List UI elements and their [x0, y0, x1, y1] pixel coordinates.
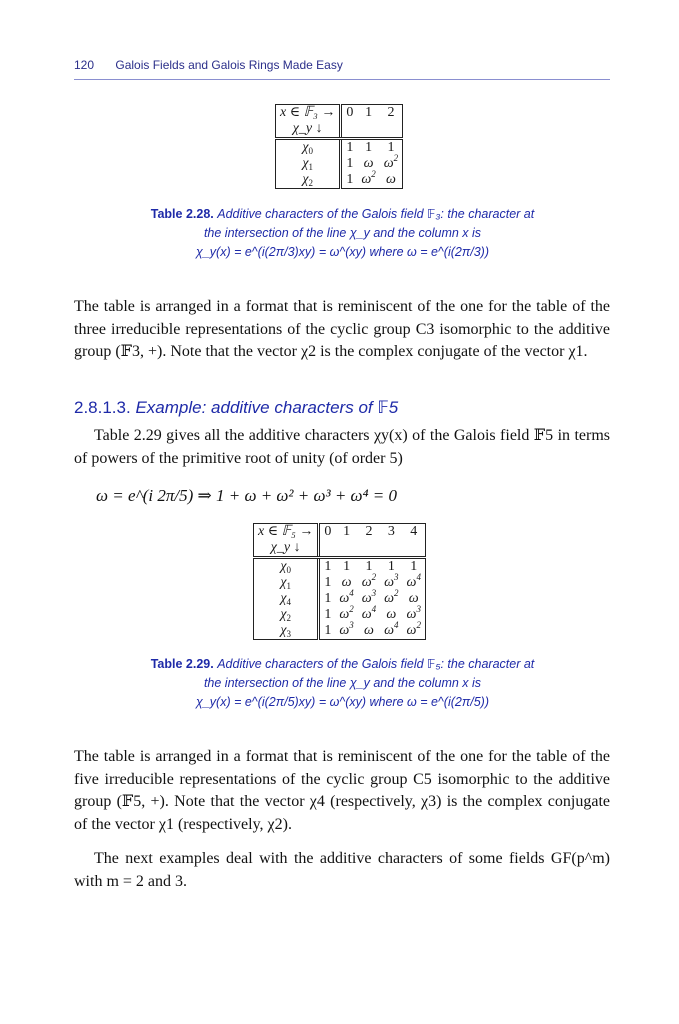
table-2-28-label: Table 2.28. [150, 207, 214, 221]
table-cell: $\omega^2$ [384, 588, 399, 606]
table-cell: 1 [387, 559, 395, 574]
paragraph-2 [74, 425, 610, 470]
caption-line-1: Additive characters of the Galois field 𝔽₃: the character at [217, 207, 535, 221]
header-spacer [403, 540, 426, 558]
header-spacer [380, 540, 402, 558]
table-cell: $\omega^4$ [339, 588, 354, 606]
row-label: $\chi_1$ [254, 575, 319, 591]
table-cell: ω [386, 607, 397, 622]
table-2-29-label: Table 2.29. [150, 657, 214, 671]
table-cell: 1 [341, 172, 358, 189]
table-cell: 1 [343, 559, 351, 574]
table-cell: ω [358, 623, 380, 640]
table-cell: 1 [319, 558, 336, 576]
header-spacer [335, 540, 357, 558]
caption-line-1: Additive characters of the Galois field 𝔽₅: the character at [217, 657, 535, 671]
table-cell: ω [380, 172, 403, 189]
table-cell: ω [403, 591, 426, 607]
header-spacer [341, 121, 358, 139]
table-cell: 1 [319, 623, 336, 640]
table-cell: 1 [319, 591, 336, 607]
column-header: 0 [341, 105, 358, 122]
table-cell: 1 [365, 140, 373, 155]
header-spacer [357, 121, 379, 139]
table-2-28-caption [90, 205, 595, 262]
caption-line-3: χ_y(x) = e^(i(2π/3)xy) = ω^(xy) where ω = e^(i(2π/3)) [196, 245, 489, 259]
column-header: 2 [380, 105, 403, 122]
display-formula [96, 486, 397, 506]
column-header-x: x ∈ 𝔽₅ → [254, 524, 319, 541]
table-cell: 1 [319, 607, 336, 623]
table-cell: 1 [380, 139, 403, 157]
column-header: 4 [403, 524, 426, 541]
paragraph-2-text: Table 2.29 gives all the additive characters χy(x) of the Galois field 𝔽5 in terms of powers of the primitive root of unity (of order 5) [74, 427, 610, 467]
column-header-x: x ∈ 𝔽₃ → [276, 105, 341, 122]
table-cell: 1 [341, 139, 358, 157]
paragraph-4-text: The next examples deal with the additive characters of some fields GF(p^m) with m = 2 and 3. [74, 850, 610, 890]
row-label: $\chi_2$ [254, 607, 319, 623]
table-cell: $\omega^2$ [361, 572, 377, 590]
section-heading [74, 398, 398, 418]
row-label: $\chi_1$ [276, 156, 341, 172]
row-label: $\chi_2$ [276, 172, 341, 189]
table-cell: $\omega^3$ [384, 572, 399, 590]
column-header: 0 [319, 524, 336, 541]
table-cell: $\omega^4$ [361, 604, 377, 622]
table-row [254, 607, 426, 623]
table-row [254, 558, 426, 576]
column-header: 1 [357, 105, 379, 122]
table-row [276, 139, 403, 157]
table-cell: 1 [341, 156, 358, 172]
table-cell: 1 [365, 559, 373, 574]
table-row [254, 575, 426, 591]
table-row [276, 156, 403, 172]
table-row [254, 591, 426, 607]
table-cell: $\omega^3$ [361, 588, 377, 606]
table-2-28 [275, 104, 403, 189]
table-row [276, 172, 403, 189]
section-number: 2.8.1.3. [74, 398, 131, 417]
table-2-29-caption [90, 655, 595, 712]
table-2-29 [253, 523, 426, 640]
column-header: 3 [380, 524, 402, 541]
table-cell: 1 [319, 575, 336, 591]
row-header-chi: χ_y ↓ [276, 121, 341, 139]
table-cell: $\omega^2$ [380, 156, 403, 172]
caption-line-2: the intersection of the line χ_y and the column x is [203, 676, 482, 690]
header-rule [74, 79, 610, 80]
row-label: $\chi_0$ [254, 558, 319, 576]
paragraph-4 [74, 848, 610, 893]
table-cell: $\omega^3$ [403, 607, 426, 623]
running-header [74, 58, 610, 72]
table-cell: ω [341, 575, 352, 590]
paragraph-1 [74, 296, 610, 364]
paragraph-1-text: The table is arranged in a format that is reminiscent of the one for the table of the three irreducible representations of the cyclic group C3 isomorphic to the additive group (𝔽3, +). Note that the vector χ2 is the complex conjugate of the vector χ1. [74, 298, 610, 360]
paragraph-3 [74, 746, 610, 836]
caption-line-3: χ_y(x) = e^(i(2π/5)xy) = ω^(xy) where ω = e^(i(2π/5)) [196, 695, 489, 709]
header-spacer [380, 121, 403, 139]
running-title: Galois Fields and Galois Rings Made Easy [115, 58, 343, 72]
caption-line-2: the intersection of the line χ_y and the column x is [203, 226, 482, 240]
column-header: 2 [358, 524, 380, 541]
column-header: 1 [335, 524, 357, 541]
formula-text: ω = e^(i 2π/5) ⇒ 1 + ω + ω² + ω³ + ω⁴ = 0 [96, 486, 397, 505]
row-label: $\chi_4$ [254, 591, 319, 607]
table-cell: $\omega^4$ [380, 623, 402, 640]
row-header-chi: χ_y ↓ [254, 540, 319, 558]
table-cell: $\omega^3$ [335, 623, 357, 640]
paragraph-3-text: The table is arranged in a format that is reminiscent of the one for the table of the five irreducible representations of the cyclic group C5 isomorphic to the additive group (𝔽5, +). Note that the vector χ4 (respectively, χ3) is the complex conjugate of the vector χ1 (respectively, χ2). [74, 748, 610, 833]
table-cell: $\omega^2$ [403, 623, 426, 640]
section-title: Example: additive characters of 𝔽5 [135, 398, 399, 417]
header-spacer [319, 540, 336, 558]
table-cell: 1 [403, 558, 426, 576]
table-row [254, 623, 426, 640]
row-label: $\chi_0$ [276, 139, 341, 157]
page-number: 120 [74, 58, 95, 72]
table-cell: ω [363, 156, 374, 171]
header-spacer [358, 540, 380, 558]
table-cell: $\omega^2$ [339, 604, 354, 622]
row-label: $\chi_3$ [254, 623, 319, 640]
table-cell: $\omega^2$ [357, 172, 379, 189]
table-cell: $\omega^4$ [403, 575, 426, 591]
